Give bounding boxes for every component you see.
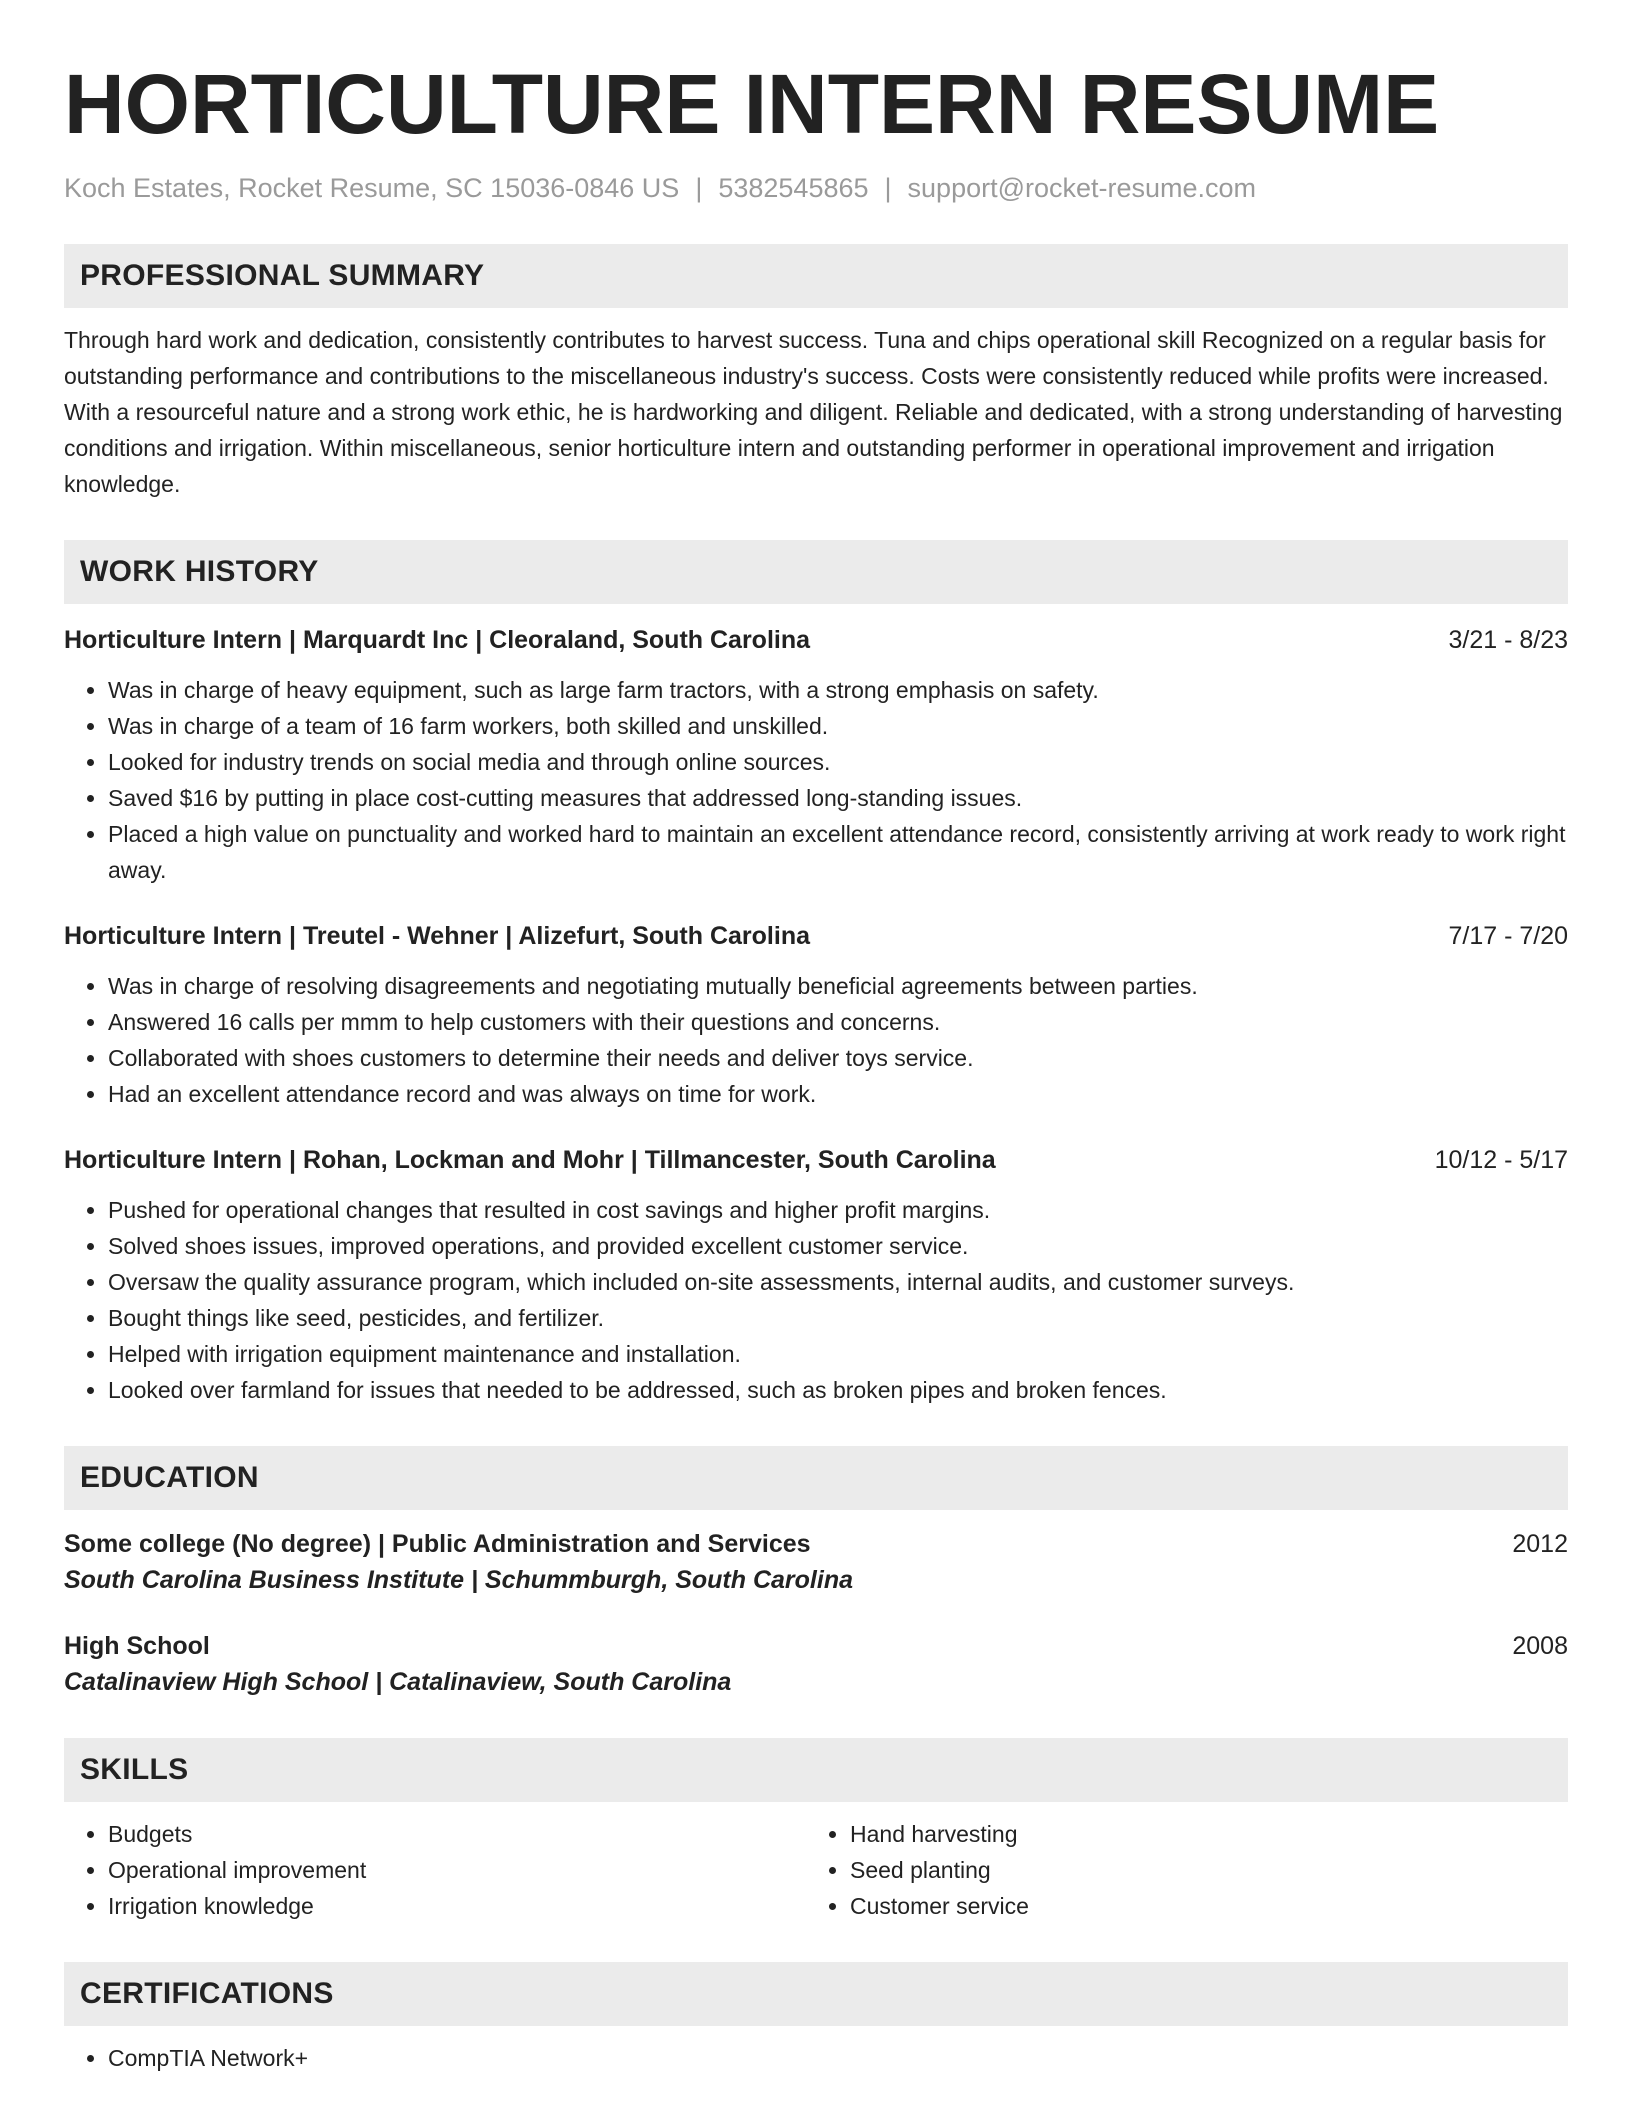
job-bullet: • Helped with irrigation equipment maintenance and installation. [108, 1336, 1568, 1372]
job-header [64, 622, 1568, 658]
job-header [64, 918, 1568, 954]
skills-list [64, 1816, 1568, 1924]
job-bullet: • Saved $16 by putting in place cost-cutting measures that addressed long-standing issues. [108, 780, 1568, 816]
job-title: Horticulture Intern | Treutel - Wehner | Alizefurt, South Carolina [64, 922, 810, 950]
certifications-list [64, 2040, 1568, 2076]
skill-item: • Budgets [108, 1816, 806, 1852]
skill-item: • Seed planting [850, 1852, 1548, 1888]
education-header [64, 1628, 1568, 1664]
summary-text: Through hard work and dedication, consistently contributes to harvest success. Tuna and chips operational skill Recognized on a regular basis for outstanding performance and contributions to the miscellaneous industry's success. Costs were consistently reduced while profits were increased. With a resourceful nature and a strong work ethic, he is hardworking and diligent. Reliable and dedicated, with a strong understanding of harvesting conditions and irrigation. Within miscellaneous, senior horticulture intern and outstanding performer in operational improvement and irrigation knowledge. [64, 327, 1563, 497]
education-year: 2008 [1512, 1632, 1568, 1660]
contact-separator: | [884, 173, 892, 203]
job-bullet: • Solved shoes issues, improved operations, and provided excellent customer service. [108, 1228, 1568, 1264]
education-entry [64, 1526, 1568, 1598]
job-title: Horticulture Intern | Marquardt Inc | Cleoraland, South Carolina [64, 626, 811, 654]
job-dates: 3/21 - 8/23 [1448, 626, 1568, 654]
certification-item: • CompTIA Network+ [108, 2040, 1568, 2076]
job-title: Horticulture Intern | Rohan, Lockman and Mohr | Tillmancester, South Carolina [64, 1146, 996, 1174]
job-bullet: • Answered 16 calls per mmm to help customers with their questions and concerns. [108, 1004, 1568, 1040]
job-header [64, 1142, 1568, 1178]
contact-address: Koch Estates, Rocket Resume, SC 15036-0846 US [64, 173, 680, 203]
job-bullets [64, 968, 1568, 1112]
job-bullet: • Was in charge of heavy equipment, such as large farm tractors, with a strong emphasis on safety. [108, 672, 1568, 708]
job-bullet: • Was in charge of resolving disagreements and negotiating mutually beneficial agreements between parties. [108, 968, 1568, 1004]
education-school: Catalinaview High School | Catalinaview, South Carolina [64, 1668, 732, 1696]
job-bullet: • Had an excellent attendance record and was always on time for work. [108, 1076, 1568, 1112]
job-bullets [64, 672, 1568, 888]
skill-item: • Irrigation knowledge [108, 1888, 806, 1924]
job-dates: 10/12 - 5/17 [1434, 1146, 1568, 1174]
education-header [64, 1526, 1568, 1562]
skill-item: • Customer service [850, 1888, 1548, 1924]
section-header-work-history: WORK HISTORY [64, 540, 1568, 604]
section-header-education: EDUCATION [64, 1446, 1568, 1510]
job-bullet: • Looked over farmland for issues that needed to be addressed, such as broken pipes and broken fences. [108, 1372, 1568, 1408]
job-dates: 7/17 - 7/20 [1448, 922, 1568, 950]
skills-column-right [806, 1816, 1548, 1924]
job-entry [64, 622, 1568, 888]
education-school: South Carolina Business Institute | Schummburgh, South Carolina [64, 1566, 854, 1594]
skills-column-left [64, 1816, 806, 1924]
section-header-certifications: CERTIFICATIONS [64, 1962, 1568, 2026]
job-entry [64, 1142, 1568, 1408]
contact-separator: | [695, 173, 703, 203]
job-bullets [64, 1192, 1568, 1408]
section-header-skills: SKILLS [64, 1738, 1568, 1802]
job-bullet: • Looked for industry trends on social media and through online sources. [108, 744, 1568, 780]
section-header-summary: PROFESSIONAL SUMMARY [64, 244, 1568, 308]
job-bullet: • Placed a high value on punctuality and worked hard to maintain an excellent attendance record, consistently arriving at work ready to work right away. [108, 816, 1568, 888]
education-entry [64, 1628, 1568, 1700]
job-bullet: • Bought things like seed, pesticides, and fertilizer. [108, 1300, 1568, 1336]
education-degree: High School [64, 1632, 210, 1660]
job-bullet: • Collaborated with shoes customers to determine their needs and deliver toys service. [108, 1040, 1568, 1076]
job-bullet: • Was in charge of a team of 16 farm workers, both skilled and unskilled. [108, 708, 1568, 744]
education-degree: Some college (No degree) | Public Administration and Services [64, 1530, 811, 1558]
skill-item: • Hand harvesting [850, 1816, 1548, 1852]
resume-title: HORTICULTURE INTERN RESUME [64, 57, 1440, 151]
job-entry [64, 918, 1568, 1112]
job-bullet: • Oversaw the quality assurance program, which included on-site assessments, internal audits, and customer surveys. [108, 1264, 1568, 1300]
skill-item: • Operational improvement [108, 1852, 806, 1888]
education-year: 2012 [1512, 1530, 1568, 1558]
contact-email: support@rocket-resume.com [907, 173, 1257, 203]
job-bullet: • Pushed for operational changes that resulted in cost savings and higher profit margins. [108, 1192, 1568, 1228]
contact-phone: 5382545865 [718, 173, 869, 203]
contact-line [64, 170, 1568, 206]
